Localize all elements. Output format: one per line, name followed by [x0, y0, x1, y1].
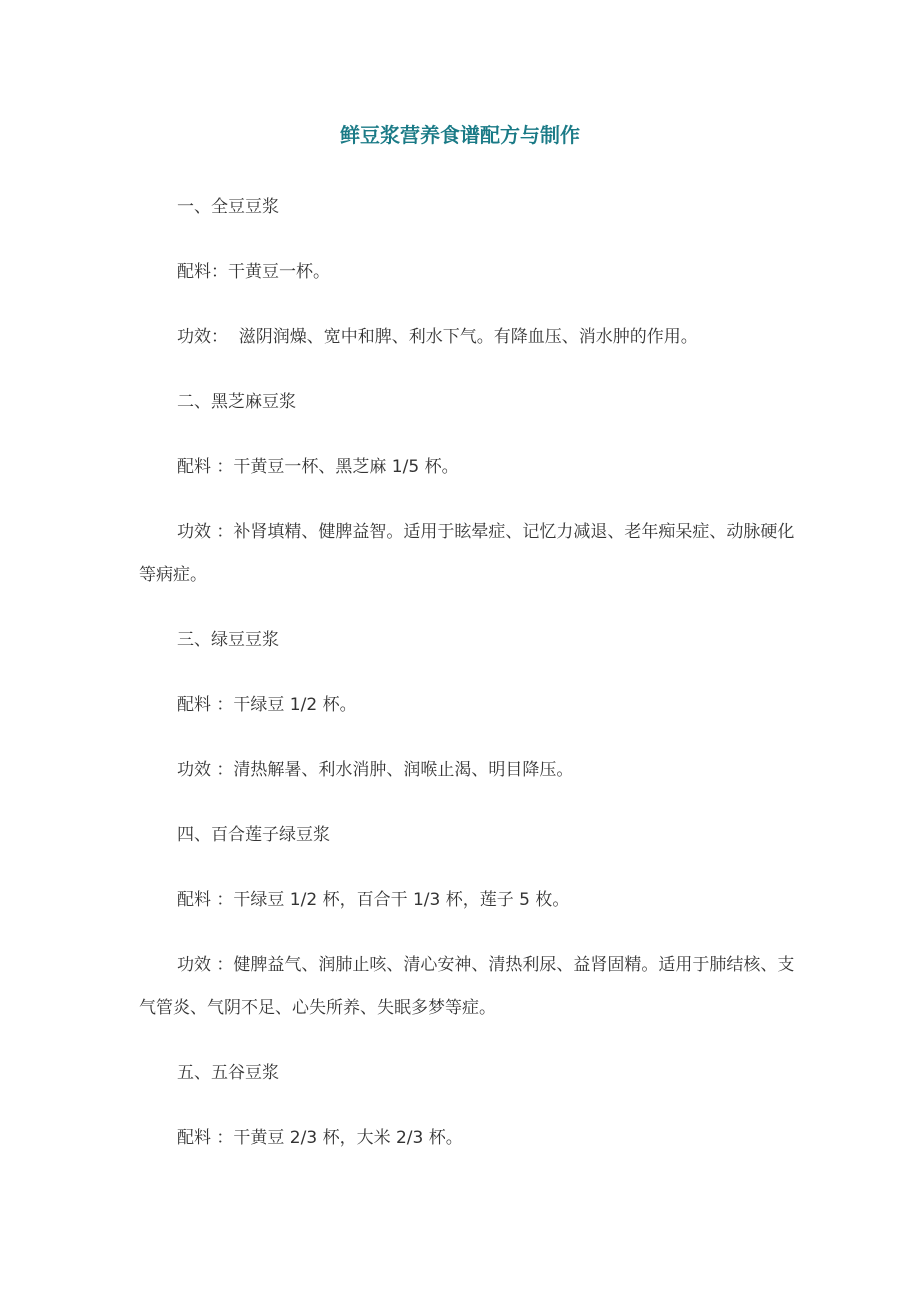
section-heading-whole-bean: 一、全豆豆浆: [177, 197, 279, 217]
effects-paragraph: 功效 ：健脾益气、润肺止咳、清心安神、清热利尿、益肾固精。适用于肺结核、支气管炎、气阴不足、心失所养、失眠多梦等症。: [139, 955, 795, 1018]
document-title: 鲜豆浆营养食谱配方与制作: [340, 123, 580, 147]
section-heading-black-sesame: 二、黑芝麻豆浆: [177, 392, 296, 412]
effects-paragraph: 功效： 滋阴润燥、宽中和脾、利水下气。有降血压、消水肿的作用。: [177, 327, 698, 347]
ingredients-paragraph: 配料 ：干黄豆一杯、黑芝麻 1/5 杯。: [177, 457, 459, 477]
document-body: [139, 186, 799, 1160]
section-heading-mung-bean: 三、绿豆豆浆: [177, 630, 279, 650]
ingredients-paragraph: 配料 ：干黄豆 2/3 杯，大米 2/3 杯。: [177, 1128, 463, 1148]
effects-paragraph: 功效 ：补肾填精、健脾益智。适用于眩晕症、记忆力减退、老年痴呆症、动脉硬化等病症。: [139, 522, 795, 585]
section-heading-lily-lotus: 四、百合莲子绿豆浆: [177, 825, 330, 845]
ingredients-paragraph: 配料：干黄豆一杯。: [177, 262, 330, 282]
section-heading-five-grain: 五、五谷豆浆: [177, 1063, 279, 1083]
ingredients-paragraph: 配料 ：干绿豆 1/2 杯。: [177, 695, 357, 715]
ingredients-paragraph: 配料 ：干绿豆 1/2 杯，百合干 1/3 杯，莲子 5 枚。: [177, 890, 570, 910]
effects-paragraph: 功效 ：清热解暑、利水消肿、润喉止渴、明目降压。: [177, 760, 574, 780]
